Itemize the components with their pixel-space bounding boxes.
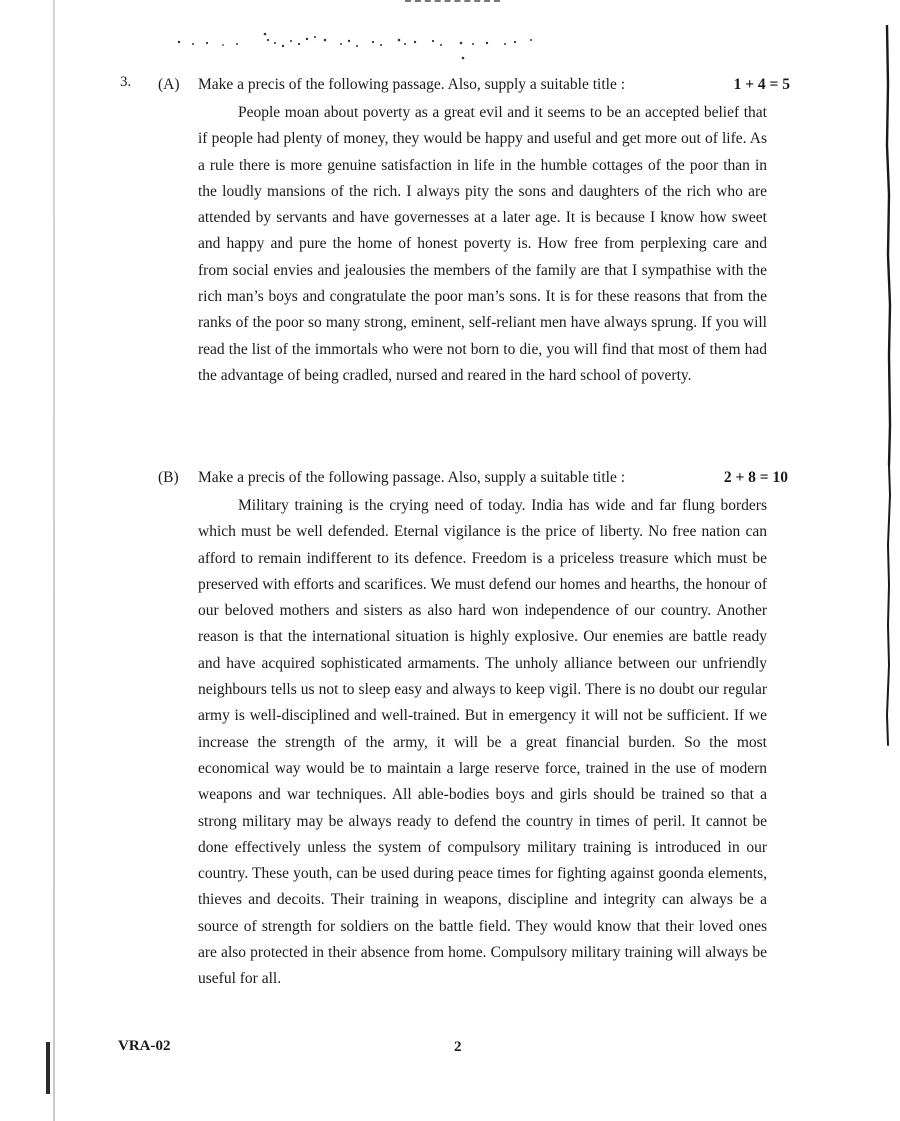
- section-a-passage: People moan about poverty as a great evil and it seems to be an accepted belief that if people had plenty of money, they would be happy and useful and get more out of life. As a rule there is more genuine satisfaction in life in the humble cottages of the poor than in the loudly mansions of the rich. I always pity the sons and daughters of the rich who are attended by servants and have governesses at a later age. It is because I know how sweet and happy and pure the home of honest poverty is. How free from perplexing care and from social envies and jealousies the members of the family are that I sympathise with the rich man’s boys and congratulate the poor man’s sons. It is for these reasons that from the ranks of the poor so many strong, eminent, self-reliant men have always sprung. If you will read the list of the immortals who were not born to die, you will find that most of them had the advantage of being cradled, nursed and reared in the hard school of poverty.: [198, 104, 767, 384]
- section-b-label: (B): [158, 469, 179, 486]
- section-b-instruction: Make a precis of the following passage. Also, supply a suitable title :: [198, 469, 626, 486]
- section-b-prompt-line: [158, 467, 790, 489]
- top-dashed-rule: [405, 0, 500, 4]
- section-b-passage: Military training is the crying need of today. India has wide and far flung borders which must be well defended. Eternal vigilance is the price of liberty. No free nation can afford to remain indifferent to its defence. Freedom is a priceless treasure which must be preserved with efforts and scarifices. We must defend our homes and hearths, the honour of our beloved mothers and sisters as also hard won independence of our country. Another reason is that the international situation is highly explosive. Our enemies are battle ready and have acquired sophisticated armaments. The unholy alliance between our unfriendly neighbours tells us not to sleep easy and always to keep vigil. There is no doubt our regular army is well-disciplined and well-trained. But in emergency it will not be sufficient. If we increase the strength of the army, it will be a great financial burden. So the most economical way would be to maintain a large reserve force, trained in the use of modern weapons and war techniques. All able-bodies boys and girls should be trained so that a strong military may be always ready to defend the country in times of peril. It cannot be done effectively unless the system of compulsory military training is introduced in our country. These youth, can be used during peace times for fighting against goonda elements, thieves and decoits. Their training in weapons, discipline and integrity can always be a source of strength for soldiers on the battle field. They would know that their loved ones are also protected in their absence from home. Compulsory military training will always be useful for all.: [198, 497, 767, 988]
- section-a-marks: 1 + 4 = 5: [733, 76, 790, 93]
- section-a-label: (A): [158, 76, 180, 93]
- section-b-marks: 2 + 8 = 10: [723, 469, 788, 486]
- scan-right-marks: [872, 25, 900, 765]
- scan-speckles: [175, 28, 545, 62]
- scan-left-mark: [46, 1042, 50, 1094]
- page-number: 2: [454, 1039, 462, 1055]
- question-number: 3.: [120, 74, 132, 90]
- scan-left-edge: [53, 0, 55, 1121]
- section-a-instruction: Make a precis of the following passage. Also, supply a suitable title :: [198, 76, 626, 93]
- section-a-prompt-line: [158, 74, 790, 96]
- paper-code: VRA-02: [118, 1038, 171, 1054]
- section-b: [158, 467, 790, 1008]
- section-a: [158, 74, 790, 405]
